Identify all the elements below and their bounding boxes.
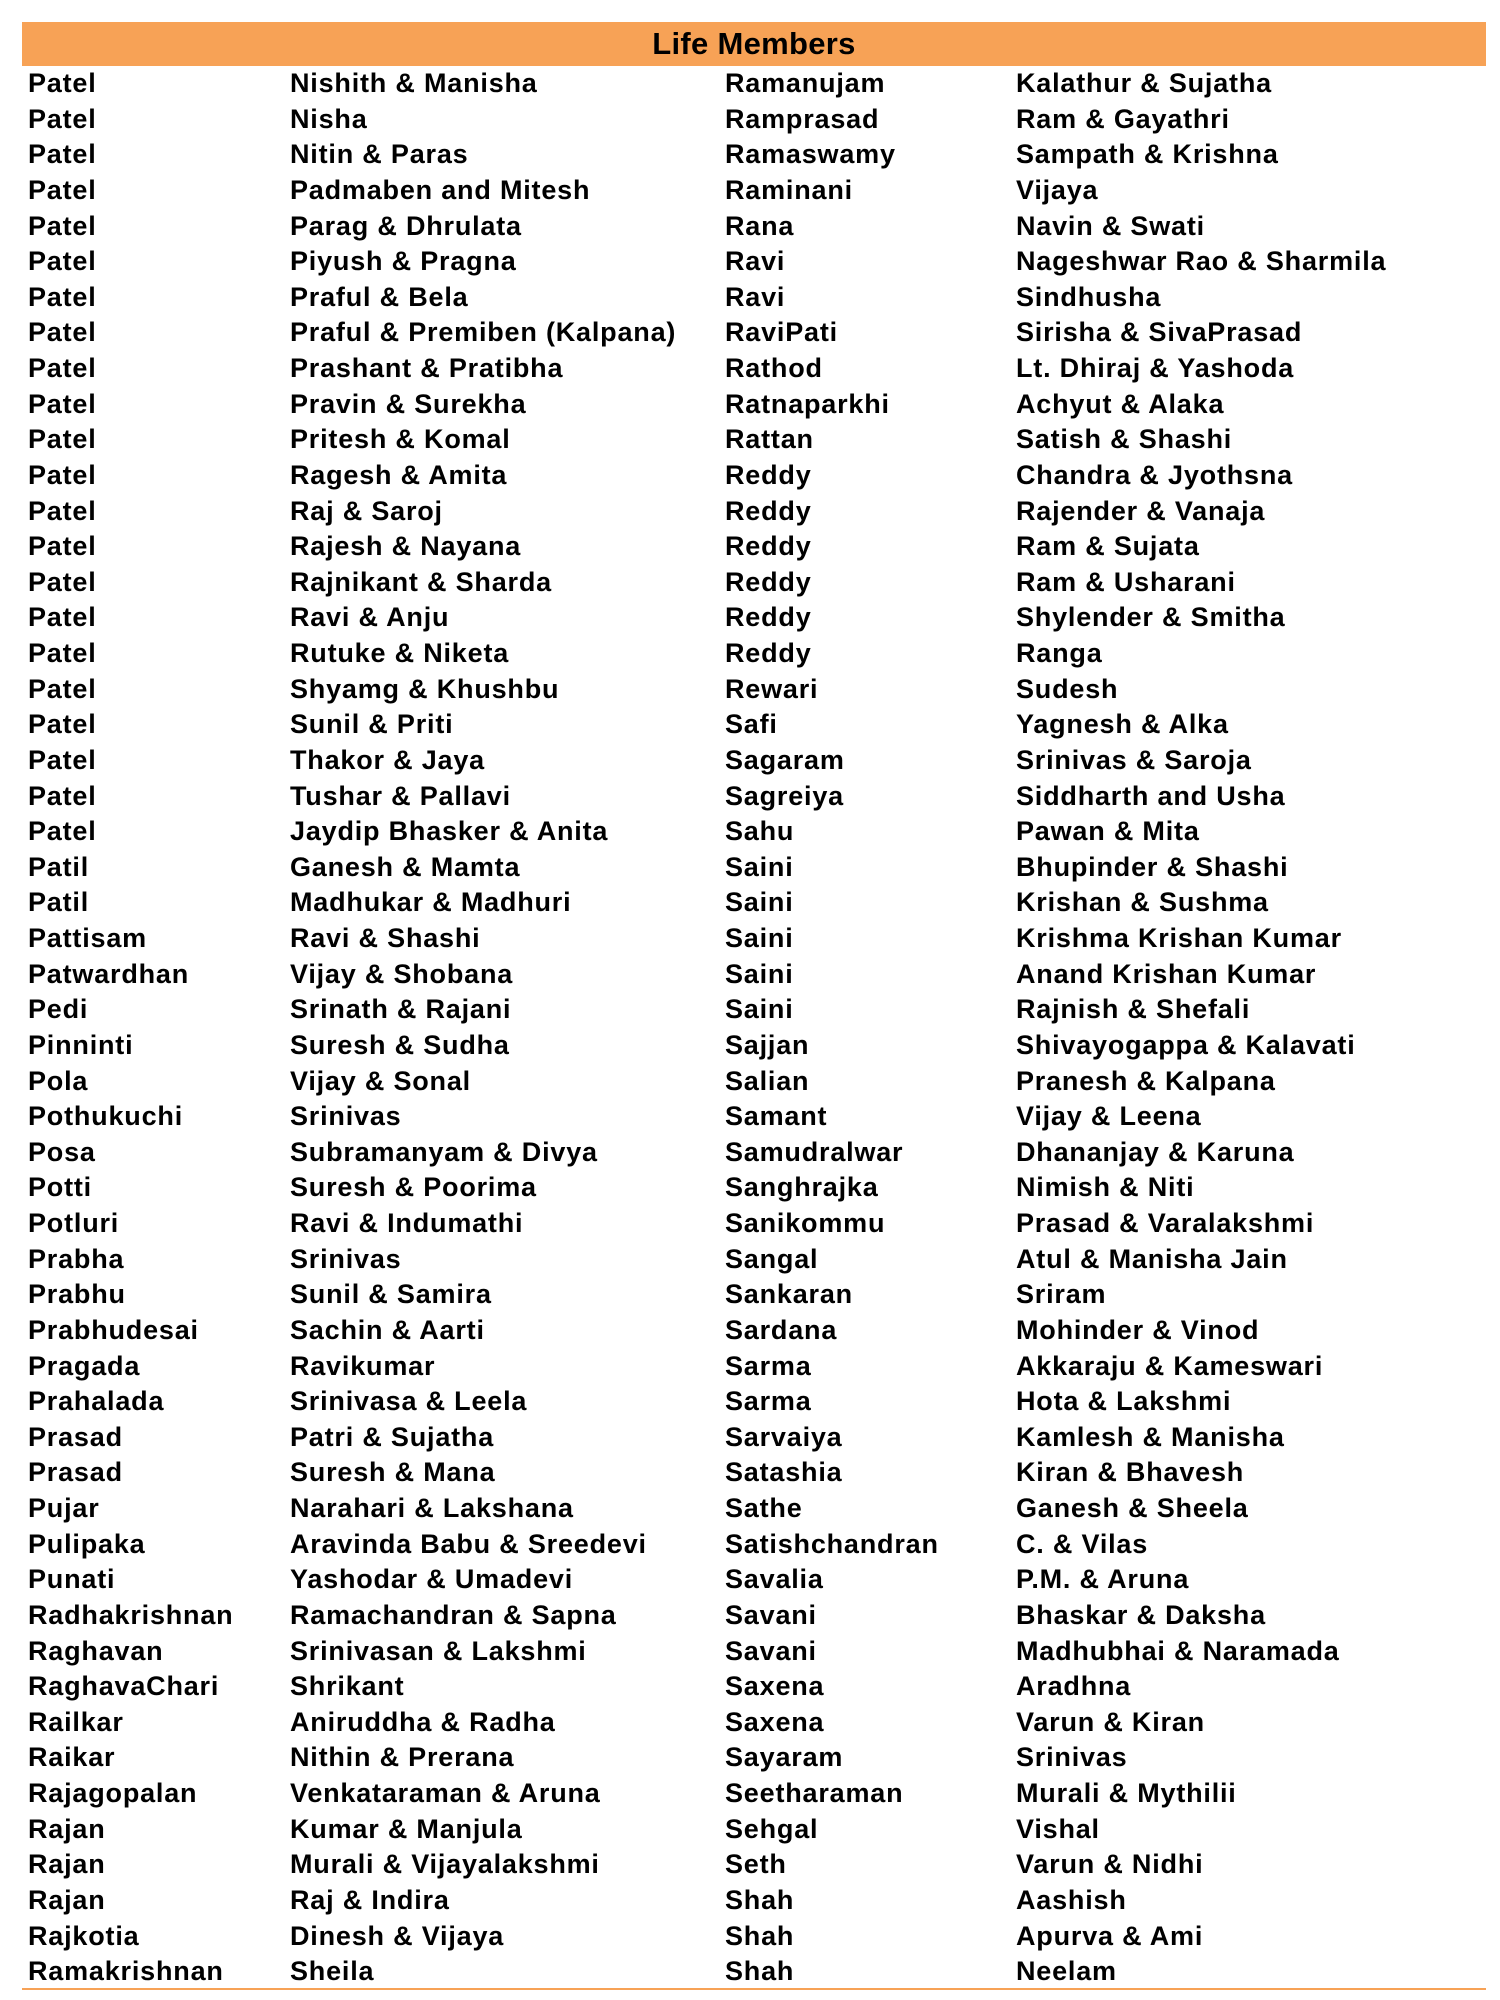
- member-surname: Saini: [725, 923, 794, 953]
- member-given-names: Siddharth and Usha: [1016, 780, 1286, 811]
- member-given-names: Ravi & Shashi: [290, 923, 481, 953]
- member-surname: Patel: [28, 744, 97, 775]
- table-row: [28, 1919, 1483, 1955]
- member-given-names: Aashish: [1016, 1884, 1127, 1915]
- table-row: [28, 173, 1483, 209]
- table-row: [28, 422, 1483, 458]
- title-bar: [22, 22, 1486, 66]
- member-surname: Patel: [28, 388, 97, 419]
- member-given-names: P.M. & Aruna: [1016, 1564, 1190, 1595]
- member-surname: Patel: [28, 103, 97, 134]
- member-surname: Savalia: [725, 1564, 824, 1595]
- table-row: [28, 957, 1483, 993]
- member-surname: Patel: [28, 353, 97, 383]
- member-surname: Patel: [28, 602, 97, 633]
- member-surname: Savani: [725, 1599, 817, 1630]
- member-given-names: C. & Vilas: [1016, 1528, 1149, 1559]
- member-given-names: Nitin & Paras: [290, 139, 469, 170]
- member-given-names: Ravi & Anju: [290, 602, 450, 633]
- member-surname: Patel: [28, 638, 97, 668]
- member-surname: Ramprasad: [725, 103, 880, 134]
- member-given-names: Yashodar & Umadevi: [290, 1564, 574, 1595]
- member-given-names: Prashant & Pratibha: [290, 353, 564, 383]
- member-surname: Sarma: [725, 1350, 812, 1381]
- table-row: [28, 1847, 1483, 1883]
- member-given-names: Achyut & Alaka: [1016, 388, 1225, 419]
- member-surname: Sanghrajka: [725, 1172, 879, 1203]
- member-surname: Sagreiya: [725, 780, 844, 811]
- member-given-names: Prasad & Varalakshmi: [1016, 1208, 1315, 1238]
- table-row: [28, 66, 1483, 102]
- member-surname: Satashia: [725, 1457, 843, 1488]
- table-row: [28, 1277, 1483, 1313]
- member-surname: Ramakrishnan: [28, 1956, 224, 1987]
- member-given-names: Srinath & Rajani: [290, 994, 512, 1025]
- member-given-names: Narahari & Lakshana: [290, 1493, 574, 1523]
- table-row: [28, 1634, 1483, 1670]
- member-surname: Seth: [725, 1849, 787, 1880]
- table-row: [28, 1170, 1483, 1206]
- member-given-names: Jaydip Bhasker & Anita: [290, 816, 609, 847]
- member-surname: Reddy: [725, 566, 812, 597]
- member-given-names: Rutuke & Niketa: [290, 638, 510, 668]
- member-given-names: Padmaben and Mitesh: [290, 174, 591, 205]
- member-surname: Sarma: [725, 1386, 812, 1417]
- member-given-names: Shylender & Smitha: [1016, 602, 1286, 633]
- member-surname: Posa: [28, 1136, 96, 1167]
- table-row: [28, 1206, 1483, 1242]
- table-row: [28, 1812, 1483, 1848]
- table-row: [28, 600, 1483, 636]
- member-given-names: Rajnish & Shefali: [1016, 994, 1251, 1025]
- member-given-names: Navin & Swati: [1016, 210, 1205, 241]
- member-given-names: Sunil & Samira: [290, 1279, 492, 1310]
- member-given-names: Madhukar & Madhuri: [290, 887, 572, 918]
- member-surname: Pinninti: [28, 1029, 134, 1060]
- member-surname: Saini: [725, 958, 794, 989]
- member-given-names: Ranga: [1016, 638, 1103, 668]
- table-row: [28, 458, 1483, 494]
- member-given-names: Ram & Gayathri: [1016, 103, 1230, 134]
- table-row: [28, 494, 1483, 530]
- member-surname: Shah: [725, 1956, 795, 1987]
- member-given-names: Nisha: [290, 103, 368, 134]
- member-given-names: Praful & Premiben (Kalpana): [290, 317, 677, 348]
- member-given-names: Piyush & Pragna: [290, 246, 517, 277]
- member-surname: Rewari: [725, 673, 819, 704]
- member-given-names: Sheila: [290, 1956, 375, 1987]
- member-given-names: Aravinda Babu & Sreedevi: [290, 1528, 647, 1559]
- member-given-names: Suresh & Mana: [290, 1457, 496, 1488]
- member-given-names: Satish & Shashi: [1016, 424, 1233, 455]
- table-row: [28, 1099, 1483, 1135]
- member-surname: Pattisam: [28, 923, 147, 953]
- member-surname: Sanikommu: [725, 1208, 886, 1238]
- member-given-names: Vishal: [1016, 1813, 1100, 1844]
- member-surname: Reddy: [725, 602, 812, 633]
- table-row: [28, 1776, 1483, 1812]
- member-given-names: Dhananjay & Karuna: [1016, 1136, 1295, 1167]
- member-given-names: Sindhusha: [1016, 281, 1162, 312]
- member-given-names: Praful & Bela: [290, 281, 469, 312]
- table-row: [28, 707, 1483, 743]
- member-surname: Sagaram: [725, 744, 845, 775]
- table-row: [28, 992, 1483, 1028]
- member-surname: Patel: [28, 317, 97, 348]
- member-surname: Sarvaiya: [725, 1421, 843, 1452]
- table-row: [28, 1491, 1483, 1527]
- member-given-names: Sriram: [1016, 1279, 1107, 1310]
- table-row: [28, 1313, 1483, 1349]
- member-surname: Raghavan: [28, 1635, 164, 1666]
- member-given-names: Akkaraju & Kameswari: [1016, 1350, 1324, 1381]
- table-row: [28, 1740, 1483, 1776]
- member-surname: Satishchandran: [725, 1528, 939, 1559]
- member-given-names: Hota & Lakshmi: [1016, 1386, 1232, 1417]
- member-given-names: Raj & Saroj: [290, 495, 443, 526]
- member-given-names: Srinivas: [290, 1243, 402, 1274]
- member-given-names: Neelam: [1016, 1956, 1117, 1987]
- member-surname: Patel: [28, 780, 97, 811]
- member-surname: Sajjan: [725, 1029, 810, 1060]
- member-surname: Patel: [28, 709, 97, 740]
- member-surname: Patel: [28, 174, 97, 205]
- member-surname: Ramanujam: [725, 68, 886, 98]
- member-surname: Safi: [725, 709, 778, 740]
- member-surname: Patel: [28, 816, 97, 847]
- member-surname: Sankaran: [725, 1279, 853, 1310]
- table-row: [28, 1562, 1483, 1598]
- member-given-names: Dinesh & Vijaya: [290, 1920, 505, 1951]
- member-surname: Ramaswamy: [725, 139, 896, 170]
- member-surname: Potti: [28, 1172, 92, 1203]
- member-surname: Patel: [28, 210, 97, 241]
- member-given-names: Yagnesh & Alka: [1016, 709, 1229, 740]
- member-given-names: Sudesh: [1016, 673, 1119, 704]
- member-surname: Salian: [725, 1065, 810, 1096]
- member-given-names: Mohinder & Vinod: [1016, 1314, 1260, 1345]
- member-surname: Prabha: [28, 1243, 125, 1274]
- member-surname: Sahu: [725, 816, 795, 847]
- member-given-names: Srinivas: [1016, 1742, 1128, 1773]
- member-given-names: Rajnikant & Sharda: [290, 566, 552, 597]
- member-given-names: Apurva & Ami: [1016, 1920, 1204, 1951]
- member-surname: Reddy: [725, 459, 812, 490]
- table-row: [28, 1455, 1483, 1491]
- member-surname: Sayaram: [725, 1742, 844, 1773]
- member-given-names: Nithin & Prerana: [290, 1742, 515, 1773]
- member-given-names: Nageshwar Rao & Sharmila: [1016, 246, 1387, 277]
- member-given-names: Krishma Krishan Kumar: [1016, 923, 1342, 953]
- member-surname: Rajagopalan: [28, 1778, 198, 1808]
- member-given-names: Varun & Nidhi: [1016, 1849, 1204, 1880]
- table-row: [28, 850, 1483, 886]
- member-given-names: Murali & Vijayalakshmi: [290, 1849, 600, 1880]
- member-surname: Punati: [28, 1564, 116, 1595]
- member-given-names: Tushar & Pallavi: [290, 780, 511, 811]
- member-given-names: Kiran & Bhavesh: [1016, 1457, 1245, 1488]
- table-row: [28, 1883, 1483, 1919]
- member-given-names: Ram & Sujata: [1016, 531, 1200, 562]
- member-given-names: Rajender & Vanaja: [1016, 495, 1266, 526]
- member-surname: Rattan: [725, 424, 814, 455]
- table-row: [28, 1954, 1483, 1990]
- member-surname: Rajkotia: [28, 1920, 140, 1951]
- member-given-names: Chandra & Jyothsna: [1016, 459, 1293, 490]
- member-surname: Pothukuchi: [28, 1101, 183, 1132]
- table-row: [28, 1135, 1483, 1171]
- member-surname: Sangal: [725, 1243, 819, 1274]
- member-surname: Prasad: [28, 1421, 123, 1452]
- member-given-names: Pravin & Surekha: [290, 388, 527, 419]
- member-surname: RaviPati: [725, 317, 838, 348]
- table-row: [28, 1705, 1483, 1741]
- member-given-names: Vijaya: [1016, 174, 1099, 205]
- table-row: [28, 351, 1483, 387]
- table-row: [28, 779, 1483, 815]
- member-surname: Radhakrishnan: [28, 1599, 234, 1630]
- member-surname: Pujar: [28, 1493, 100, 1523]
- member-surname: Saxena: [725, 1706, 825, 1737]
- member-given-names: Srinivas: [290, 1101, 402, 1132]
- table-row: [28, 885, 1483, 921]
- table-row: [28, 1028, 1483, 1064]
- table-row: [28, 1242, 1483, 1278]
- table-row: [28, 743, 1483, 779]
- member-given-names: Bhupinder & Shashi: [1016, 851, 1289, 882]
- table-row: [28, 1349, 1483, 1385]
- member-surname: Sathe: [725, 1493, 803, 1523]
- member-given-names: Ravi & Indumathi: [290, 1208, 524, 1238]
- member-given-names: Suresh & Sudha: [290, 1029, 510, 1060]
- member-given-names: Sampath & Krishna: [1016, 139, 1279, 170]
- member-given-names: Raj & Indira: [290, 1884, 450, 1915]
- table-row: [28, 137, 1483, 173]
- table-row: [28, 315, 1483, 351]
- member-given-names: Ganesh & Sheela: [1016, 1493, 1249, 1523]
- member-given-names: Venkataraman & Aruna: [290, 1778, 601, 1808]
- table-row: [28, 387, 1483, 423]
- member-given-names: Bhaskar & Daksha: [1016, 1599, 1266, 1630]
- member-surname: Saini: [725, 994, 794, 1025]
- table-row: [28, 209, 1483, 245]
- member-given-names: Shyamg & Khushbu: [290, 673, 560, 704]
- member-given-names: Sachin & Aarti: [290, 1314, 485, 1345]
- member-surname: Rana: [725, 210, 795, 241]
- members-table: [28, 66, 1483, 1990]
- member-surname: Pulipaka: [28, 1528, 146, 1559]
- table-row: [28, 1064, 1483, 1100]
- member-given-names: Parag & Dhrulata: [290, 210, 522, 241]
- member-surname: Raminani: [725, 174, 853, 205]
- table-row: [28, 102, 1483, 138]
- table-row: [28, 244, 1483, 280]
- member-surname: Patil: [28, 851, 90, 882]
- member-given-names: Madhubhai & Naramada: [1016, 1635, 1340, 1666]
- member-surname: RaghavaChari: [28, 1671, 220, 1702]
- table-row: [28, 565, 1483, 601]
- member-surname: Reddy: [725, 495, 812, 526]
- member-surname: Ravi: [725, 281, 786, 312]
- table-row: [28, 1669, 1483, 1705]
- table-row: [28, 529, 1483, 565]
- table-row: [28, 921, 1483, 957]
- member-given-names: Sunil & Priti: [290, 709, 454, 740]
- member-given-names: Thakor & Jaya: [290, 744, 485, 775]
- member-surname: Raikar: [28, 1742, 116, 1773]
- member-given-names: Pawan & Mita: [1016, 816, 1200, 847]
- member-surname: Patel: [28, 673, 97, 704]
- table-row: [28, 636, 1483, 672]
- member-surname: Shah: [725, 1920, 795, 1951]
- member-given-names: Subramanyam & Divya: [290, 1136, 598, 1167]
- member-given-names: Vijay & Leena: [1016, 1101, 1202, 1132]
- member-surname: Prahalada: [28, 1386, 165, 1417]
- member-given-names: Srinivasan & Lakshmi: [290, 1635, 587, 1666]
- member-surname: Pola: [28, 1065, 89, 1096]
- member-surname: Patwardhan: [28, 958, 190, 989]
- member-given-names: Kalathur & Sujatha: [1016, 68, 1272, 98]
- member-surname: Saxena: [725, 1671, 825, 1702]
- member-given-names: Kumar & Manjula: [290, 1813, 523, 1844]
- member-surname: Samudralwar: [725, 1136, 904, 1167]
- member-surname: Prabhu: [28, 1279, 126, 1310]
- member-surname: Reddy: [725, 531, 812, 562]
- member-surname: Seetharaman: [725, 1778, 904, 1808]
- member-given-names: Atul & Manisha Jain: [1016, 1243, 1288, 1274]
- member-surname: Patel: [28, 459, 97, 490]
- member-given-names: Pranesh & Kalpana: [1016, 1065, 1276, 1096]
- member-given-names: Anand Krishan Kumar: [1016, 958, 1317, 989]
- table-row: [28, 1598, 1483, 1634]
- member-surname: Prasad: [28, 1457, 123, 1488]
- member-given-names: Varun & Kiran: [1016, 1706, 1205, 1737]
- member-given-names: Suresh & Poorima: [290, 1172, 537, 1203]
- member-surname: Sardana: [725, 1314, 838, 1345]
- member-given-names: Ravikumar: [290, 1350, 436, 1381]
- member-surname: Patel: [28, 531, 97, 562]
- member-given-names: Patri & Sujatha: [290, 1421, 495, 1452]
- member-surname: Saini: [725, 851, 794, 882]
- member-given-names: Shrikant: [290, 1671, 405, 1702]
- member-surname: Ratnaparkhi: [725, 388, 890, 419]
- member-given-names: Srinivas & Saroja: [1016, 744, 1252, 775]
- member-surname: Railkar: [28, 1706, 124, 1737]
- member-surname: Patel: [28, 139, 97, 170]
- table-row: [28, 1527, 1483, 1563]
- member-surname: Patel: [28, 281, 97, 312]
- member-given-names: Aradhna: [1016, 1671, 1132, 1702]
- member-given-names: Vijay & Shobana: [290, 958, 514, 989]
- member-surname: Patel: [28, 495, 97, 526]
- member-surname: Pragada: [28, 1350, 141, 1381]
- member-surname: Rathod: [725, 353, 823, 383]
- member-surname: Prabhudesai: [28, 1314, 199, 1345]
- member-surname: Savani: [725, 1635, 817, 1666]
- member-given-names: Kamlesh & Manisha: [1016, 1421, 1285, 1452]
- member-given-names: Vijay & Sonal: [290, 1065, 471, 1096]
- table-row: [28, 1384, 1483, 1420]
- member-surname: Patel: [28, 68, 97, 98]
- member-surname: Rajan: [28, 1813, 106, 1844]
- table-row: [28, 1420, 1483, 1456]
- page-title: Life Members: [652, 26, 856, 61]
- table-row: [28, 280, 1483, 316]
- member-given-names: Krishan & Sushma: [1016, 887, 1269, 918]
- member-given-names: Rajesh & Nayana: [290, 531, 522, 562]
- member-given-names: Srinivasa & Leela: [290, 1386, 528, 1417]
- member-surname: Rajan: [28, 1884, 106, 1915]
- member-surname: Reddy: [725, 638, 812, 668]
- member-surname: Sehgal: [725, 1813, 819, 1844]
- member-given-names: Sirisha & SivaPrasad: [1016, 317, 1303, 348]
- member-surname: Patel: [28, 566, 97, 597]
- member-surname: Pedi: [28, 994, 89, 1025]
- member-given-names: Nimish & Niti: [1016, 1172, 1195, 1203]
- member-surname: Patel: [28, 424, 97, 455]
- member-given-names: Pritesh & Komal: [290, 424, 511, 455]
- table-row: [28, 672, 1483, 708]
- table-row: [28, 814, 1483, 850]
- member-surname: Patel: [28, 246, 97, 277]
- member-given-names: Ram & Usharani: [1016, 566, 1236, 597]
- member-given-names: Nishith & Manisha: [290, 68, 538, 98]
- member-given-names: Ragesh & Amita: [290, 459, 508, 490]
- member-surname: Saini: [725, 887, 794, 918]
- member-surname: Potluri: [28, 1208, 120, 1238]
- bottom-divider: [22, 1988, 1486, 1990]
- member-surname: Ravi: [725, 246, 786, 277]
- member-given-names: Aniruddha & Radha: [290, 1706, 556, 1737]
- member-surname: Shah: [725, 1884, 795, 1915]
- member-given-names: Ganesh & Mamta: [290, 851, 521, 882]
- member-given-names: Lt. Dhiraj & Yashoda: [1016, 353, 1295, 383]
- member-surname: Patil: [28, 887, 90, 918]
- member-given-names: Murali & Mythilii: [1016, 1778, 1237, 1808]
- member-given-names: Ramachandran & Sapna: [290, 1599, 617, 1630]
- member-given-names: Shivayogappa & Kalavati: [1016, 1029, 1356, 1060]
- member-surname: Samant: [725, 1101, 828, 1132]
- member-surname: Rajan: [28, 1849, 106, 1880]
